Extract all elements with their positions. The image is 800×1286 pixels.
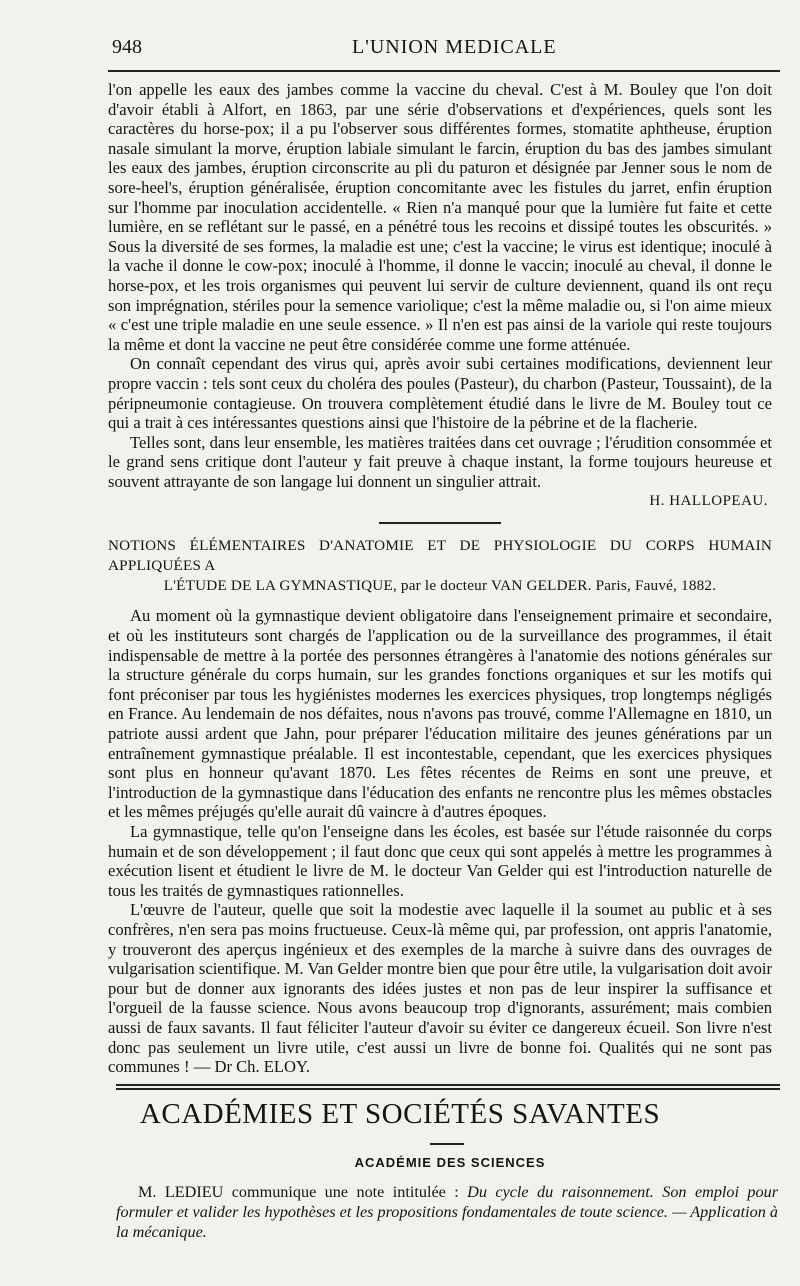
- header-rule: [108, 70, 780, 72]
- section-title: ACADÉMIES ET SOCIÉTÉS SAVANTES: [139, 1098, 661, 1130]
- review1-paragraph: Telles sont, dans leur ensemble, les matières traitées dans cet ouvrage ; l'érudition consommée et le grand sens critique dont l'auteur y fait preuve à chaque instant, la forme toujours heureuse et souvent attrayante de son langage lui donnent un singulier attrait.: [108, 432, 772, 491]
- page-header: [110, 34, 780, 64]
- page-number: 948: [112, 36, 142, 58]
- review-bouley: [108, 80, 772, 510]
- academy-item-name: M. LEDIEU: [138, 1183, 224, 1201]
- double-rule-top: [116, 1084, 780, 1086]
- review1-paragraph: l'on appelle les eaux des jambes comme la vaccine du cheval. C'est à M. Bouley que l'on doit d'avoir établi à Alfort, en 1863, par une série d'observations et d'expériences, quels sont les caractères du horse-pox; il a pu l'observer sous différentes formes, stomatite aphtheuse, éruption nasale simulant la morve, éruption labiale simulant le farcin, éruption du bas des jambes simulant les eaux des jambes, éruption circonscrite au pli du paturon et désignée par Jenner sous le nom de sore-heel's, éruption généralisée, éruption concomitante avec les fistules du jarret, enfin éruption sur l'homme par inoculation accidentelle. « Rien n'a manqué pour que la lumière fut faite et cette lumière, en se reflétant sur le passé, en a pénétré tous les recoins et dissipé toutes les obscurités. » Sous la diversité de ses formes, la maladie est une; c'est la vaccine; le virus est identique; inoculé à la vache il donne le cow-pox; inoculé à l'homme, il donne le vaccin; inoculé au cheval, il donne le horse-pox, et les trois organismes qui peuvent lui servir de culture deviennent, quand ils ont reçu son imprégnation, stériles pour la semence variolique; c'est la même maladie ou, si l'on aime mieux « c'est une triple maladie en une seule essence. » Il n'en est pas ainsi de la variole qui reste toujours la même et dont la vaccine ne peut être considérée comme une forme atténuée.: [108, 80, 772, 354]
- section-separator-rule: [379, 522, 501, 524]
- academy-item-title: Du cycle du raisonnement. Son emploi pour formuler et valider les hypothèses et les propositions fondamentales de toute science. — Application à la mécanique.: [116, 1183, 779, 1241]
- review2-title-line1: NOTIONS ÉLÉMENTAIRES D'ANATOMIE ET DE PHYSIOLOGIE DU CORPS HUMAIN APPLIQUÉES A: [108, 537, 772, 575]
- review1-signature: H. HALLOPEAU.: [649, 493, 768, 510]
- double-rule-bottom: [116, 1088, 780, 1090]
- academy-item: [116, 1182, 778, 1242]
- page-body: [108, 80, 772, 1077]
- review2-paragraph: La gymnastique, telle qu'on l'enseigne dans les écoles, est basée sur l'étude raisonnée du corps humain et de son développement ; il faut donc que ceux qui sont appelés à mettre les programmes à exécution lisent et étudient le livre de M. le docteur Van Gelder qui est l'introduction naturelle de tous les traités de gymnastiques rationnelles.: [108, 822, 772, 900]
- review-van-gelder: [108, 536, 772, 1076]
- academy-item-text: communique une note intitulée :: [223, 1183, 468, 1201]
- review2-paragraph: Au moment où la gymnastique devient obligatoire dans l'enseignement primaire et secondaire, et où les instituteurs sont chargés de l'application ou de la surveillance des programmes, il était indispensable de mettre à la portée des personnes étrangères à l'anatomie des notions générales sur la structure générale du corps humain, sur les grandes fonctions organiques et sur les motifs qui font préconiser par tous les hygiénistes modernes les exercices physiques, trop longtemps négligés en France. Au lendemain de nos défaites, nous n'avons pas trouvé, comme l'Allemagne en 1810, un patriote aussi ardent que Jahn, pour préparer l'éducation militaire des jeunes générations par un entraînement gymnastique préalable. Il est incontestable, cependant, que les exercices physiques sont plus en honneur qu'avant 1870. Les fêtes récentes de Reims en sont une preuve, et l'introduction de la gymnastique dans l'éducation des enfants ne rencontre plus les mêmes obstacles et les mêmes préjugés qu'elle aurait dû vaincre à d'autres époques.: [108, 606, 772, 822]
- section-subtitle: ACADÉMIE DES SCIENCES: [354, 1155, 546, 1170]
- review2-paragraph: L'œuvre de l'auteur, quelle que soit la modestie avec laquelle il la soumet au public et à ses confrères, n'en sera pas moins fructueuse. Ceux-là même qui, par profession, ont appris l'anatomie, y trouveront des aperçus ingénieux et des exemples de la marche à suivre dans des ouvrages de vulgarisation scientifique. M. Van Gelder montre bien que pour être utile, la vulgarisation doit avoir pour but de donner aux ignorants des idées justes et non pas de leur inspirer la suffisance et l'orgueil de la fausse science. Nous avons beaucoup trop d'ignorants, assurément; mais combien aussi de faux savants. Il faut féliciter l'auteur d'avoir su éviter ce dangereux écueil. Son livre n'est donc pas seulement un livre utile, c'est aussi un livre de bonne foi. Qualités qui ne sont pas communes ! — Dr Ch. ELOY.: [108, 900, 772, 1077]
- running-head: L'UNION MEDICALE: [352, 36, 557, 58]
- review1-paragraph: On connaît cependant des virus qui, après avoir subi certaines modifications, deviennent leur propre vaccin : tels sont ceux du choléra des poules (Pasteur), du charbon (Pasteur, Toussaint), de la péripneumonie contagieuse. On trouvera complètement étudié dans le livre de M. Bouley tout ce qui a trait à ces intéressantes questions ainsi que l'histoire de la pébrine et de la flacherie.: [108, 354, 772, 433]
- review2-title: [108, 536, 772, 596]
- review2-title-line2: L'ÉTUDE DE LA GYMNASTIQUE, par le docteur VAN GELDER. Paris, Fauvé, 1882.: [163, 577, 717, 595]
- section-title-rule: [430, 1143, 464, 1145]
